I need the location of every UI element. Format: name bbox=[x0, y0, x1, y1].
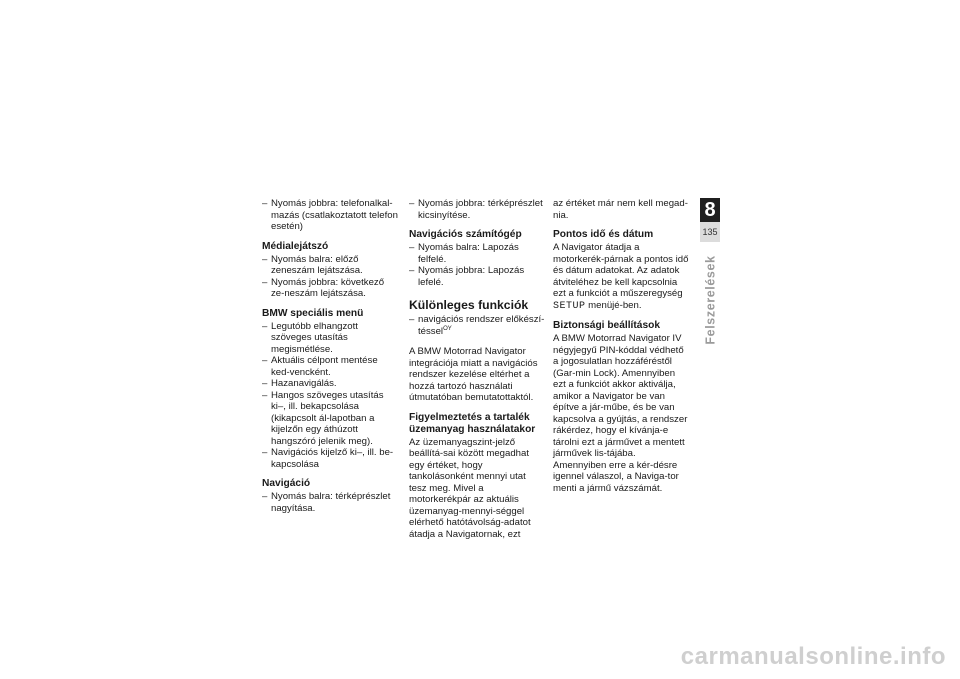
heading-security: Biztonsági beállítások bbox=[553, 320, 660, 331]
heading-navigation: Navigáció bbox=[262, 478, 311, 489]
special-item-text: navigációs rendszer előkészí-téssel bbox=[418, 314, 545, 337]
security-paragraph: A BMW Motorrad Navigator IV négyjegyű PIN-kóddal védhető a jogosulatlan hozzáféréstől (Gar-min Lock). Amennyiben ezt a funkciót akkor aktiválja, amikor a Navigator be van építve a jár-műbe, és be van kapcsolva a gyújtás, a rendszer rákérdez, hogy el kívánja-e tárolni ezt a járművet a mentett járművek lis-tájába. Amennyiben erre a kér-désre igennel válaszol, a Naviga-tor menti a jármű vázszámát. bbox=[553, 333, 688, 494]
list-item: – Hazanavigálás. bbox=[262, 378, 398, 390]
heading-special-functions: Különleges funkciók bbox=[409, 298, 529, 312]
datetime-paragraph bbox=[553, 242, 689, 312]
heading-mediaplayer: Médialejátszó bbox=[262, 240, 329, 252]
list-item: – Nyomás jobbra: Lapozás lefelé. bbox=[409, 265, 545, 288]
setup-menu-word: SETUP bbox=[553, 300, 586, 312]
mediaplayer-list bbox=[262, 254, 398, 300]
heading-nav-computer: Navigációs számítógép bbox=[409, 229, 522, 240]
list-item: – Navigációs kijelző ki–, ill. be-kapcsolása bbox=[262, 447, 398, 470]
heading-datetime: Pontos idő és dátum bbox=[553, 229, 654, 240]
heading-fuel-warning: Figyelmeztetés a tartalék üzemanyag használatakor bbox=[409, 411, 536, 435]
special-list bbox=[409, 314, 545, 337]
column-right bbox=[553, 198, 689, 494]
chapter-number: 8 bbox=[700, 198, 720, 222]
continuation-text: az értéket már nem kell megad-nia. bbox=[553, 198, 688, 221]
heading-bmw-menu: BMW speciális menü bbox=[262, 307, 364, 319]
phone-list bbox=[262, 198, 398, 233]
fuel-warning-paragraph: Az üzemanyagszint-jelző beállítá-sai között megadhat egy értéket, hogy tankolásonként mennyi utat tesz meg. Mivel a motorkerékpár az aktuális üzemanyag-mennyi-séggel elérhető hatótávolság-adatot átadja a Navigatornak, ezt bbox=[409, 436, 531, 540]
column-left bbox=[262, 198, 398, 514]
list-item: – Nyomás jobbra: következő ze-neszám lejátszása. bbox=[262, 277, 398, 300]
datetime-text-after: menüjé-ben. bbox=[585, 299, 642, 311]
list-item: – Aktuális célpont mentése ked-vencként. bbox=[262, 355, 398, 378]
navigation-list bbox=[262, 491, 398, 514]
watermark: carmanualsonline.info bbox=[680, 643, 946, 670]
page-number: 135 bbox=[700, 222, 720, 242]
datetime-text-before: A Navigator átadja a motorkerék-párnak a pontos idő és dátum adatokat. Az adatok átviteléhez be kell kapcsolnia ezt a funkciót a műszeregység bbox=[553, 242, 689, 299]
option-code: OY bbox=[443, 325, 452, 332]
list-item: – Hangos szöveges utasítás ki–, ill. bekapcsolása (kikapcsolt ál-lapotban a kijelzőn egy áthúzott hangszóró jelenik meg). bbox=[262, 390, 398, 448]
chapter-title: Felszerelések bbox=[703, 255, 718, 345]
list-item: – Legutóbb elhangzott szöveges utasítás megismétlése. bbox=[262, 321, 398, 356]
list-item: – Nyomás jobbra: térképrészlet kicsinyítése. bbox=[409, 198, 545, 221]
special-paragraph: A BMW Motorrad Navigator integrációja miatt a navigációs rendszer kezelése eltérhet a hozzá tartozó használati útmutatóban bemutatottaktól. bbox=[409, 346, 538, 403]
chapter-tab bbox=[700, 198, 720, 242]
list-item: – Nyomás jobbra: telefonalkal-mazás (csatlakoztatott telefon esetén) bbox=[262, 198, 398, 233]
list-item: – Nyomás balra: előző zeneszám lejátszása. bbox=[262, 254, 398, 277]
zoom-list bbox=[409, 198, 545, 221]
list-item bbox=[409, 314, 545, 337]
column-middle bbox=[409, 198, 545, 540]
list-item: – Nyomás balra: térképrészlet nagyítása. bbox=[262, 491, 398, 514]
bmw-menu-list bbox=[262, 321, 398, 471]
nav-computer-list bbox=[409, 242, 545, 288]
list-item: – Nyomás balra: Lapozás felfelé. bbox=[409, 242, 545, 265]
